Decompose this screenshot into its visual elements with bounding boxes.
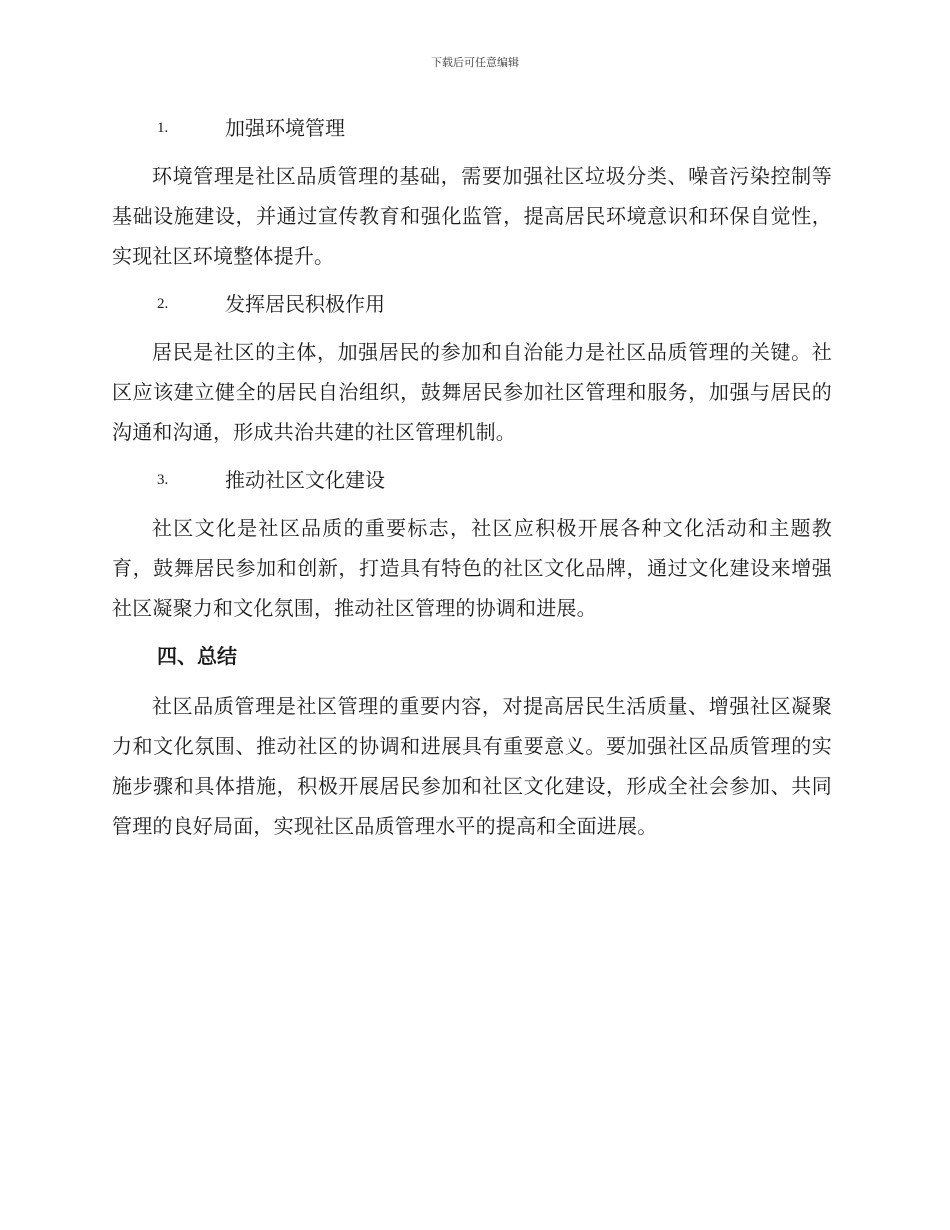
item-title: 加强环境管理: [225, 116, 345, 140]
item-number: 2.: [157, 296, 169, 312]
item-title: 发挥居民积极作用: [225, 292, 385, 316]
page-header: 下载后可任意编辑: [431, 56, 519, 69]
paragraph: 居民是社区的主体，加强居民的参加和自治能力是社区品质管理的关键。社区应该建立健全的居民自治组织，鼓舞居民参加社区管理和服务，加强与居民的沟通和沟通，形成共治共建的社区管理机制。: [112, 340, 832, 444]
section-heading-summary: 四、总结: [157, 644, 237, 668]
paragraph: 环境管理是社区品质管理的基础，需要加强社区垃圾分类、噪音污染控制等基础设施建设，并通过宣传教育和强化监管，提高居民环境意识和环保自觉性，实现社区环境整体提升。: [112, 164, 832, 268]
item-heading-3: [112, 460, 832, 500]
paragraph: 社区文化是社区品质的重要标志，社区应积极开展各种文化活动和主题教育，鼓舞居民参加和创新，打造具有特色的社区文化品牌，通过文化建设来增强社区凝聚力和文化氛围，推动社区管理的协调和进展。: [112, 516, 832, 620]
item-number: 1.: [157, 120, 169, 136]
item-title: 推动社区文化建设: [225, 468, 385, 492]
item-heading-1: [112, 108, 832, 148]
item-number: 3.: [157, 472, 169, 488]
item-heading-2: [112, 284, 832, 324]
summary-paragraph: 社区品质管理是社区管理的重要内容，对提高居民生活质量、增强社区凝聚力和文化氛围、推动社区的协调和进展具有重要意义。要加强社区品质管理的实施步骤和具体措施，积极开展居民参加和社区文化建设，形成全社会参加、共同管理的良好局面，实现社区品质管理水平的提高和全面进展。: [112, 694, 832, 838]
document-body: [112, 108, 832, 854]
